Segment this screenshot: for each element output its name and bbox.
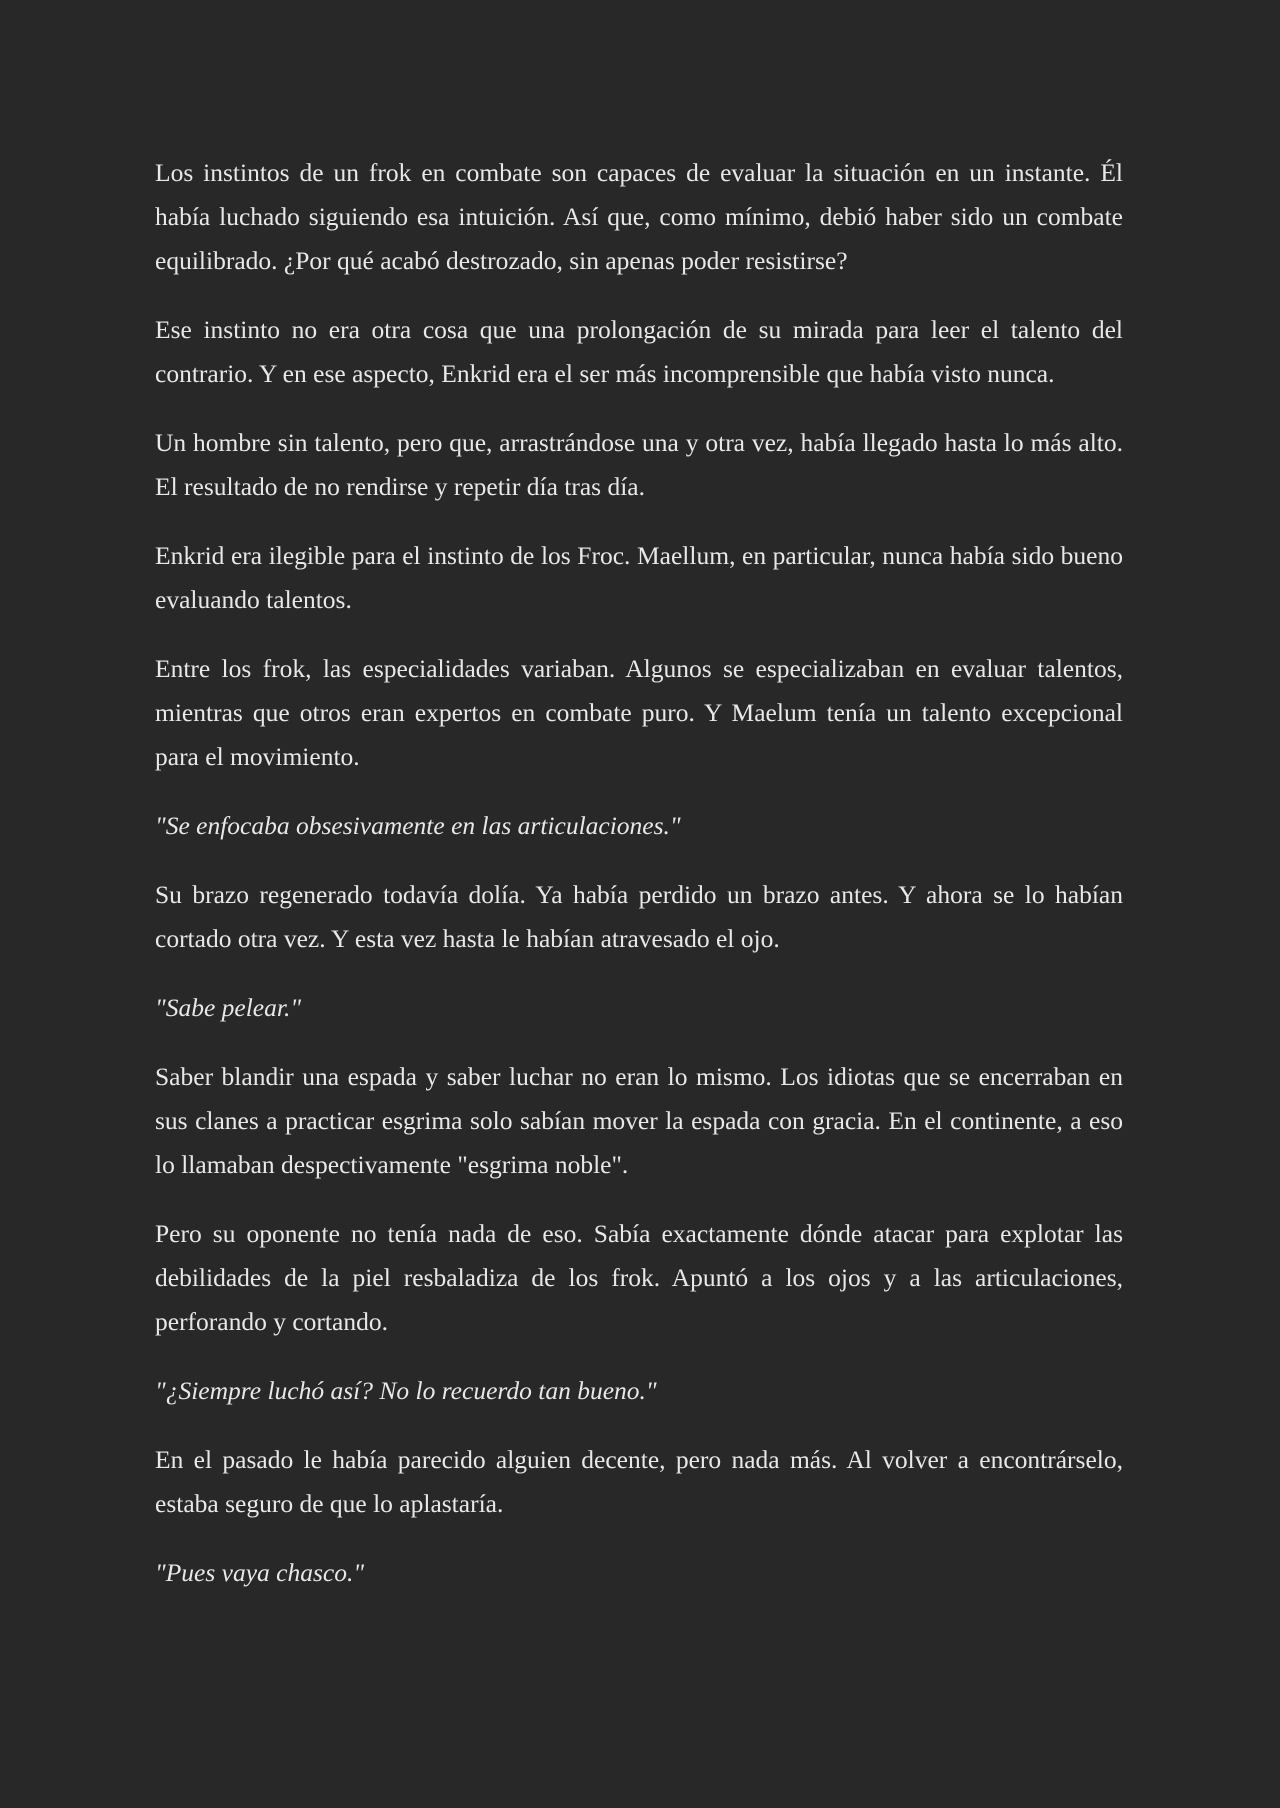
paragraph: Enkrid era ilegible para el instinto de los Froc. Maellum, en particular, nunca había sido bueno evaluando talentos. — [155, 541, 1123, 614]
paragraph: Su brazo regenerado todavía dolía. Ya había perdido un brazo antes. Y ahora se lo habían cortado otra vez. Y esta vez hasta le habían atravesado el ojo. — [155, 880, 1123, 953]
paragraph: Pero su oponente no tenía nada de eso. Sabía exactamente dónde atacar para explotar las debilidades de la piel resbaladiza de los frok. Apuntó a los ojos y a las articulaciones, perforando y cortando. — [155, 1219, 1123, 1336]
paragraph: Saber blandir una espada y saber luchar no eran lo mismo. Los idiotas que se encerraban en sus clanes a practicar esgrima solo sabían mover la espada con gracia. En el continente, a eso lo llamaban despectivamente "esgrima noble". — [155, 1062, 1123, 1179]
dialogue-line: "¿Siempre luchó así? No lo recuerdo tan bueno." — [155, 1376, 657, 1405]
paragraph: Un hombre sin talento, pero que, arrastrándose una y otra vez, había llegado hasta lo más alto. El resultado de no rendirse y repetir día tras día. — [155, 428, 1123, 501]
dialogue-line: "Pues vaya chasco." — [155, 1558, 365, 1587]
chapter-text — [155, 151, 1123, 1620]
dialogue-line: "Se enfocaba obsesivamente en las articulaciones." — [155, 811, 681, 840]
dialogue-line: "Sabe pelear." — [155, 993, 302, 1022]
paragraph: Los instintos de un frok en combate son capaces de evaluar la situación en un instante. Él había luchado siguiendo esa intuición. Así que, como mínimo, debió haber sido un combate equilibrado. ¿Por qué acabó destrozado, sin apenas poder resistirse? — [155, 158, 1123, 275]
paragraph: En el pasado le había parecido alguien decente, pero nada más. Al volver a encontrárselo, estaba seguro de que lo aplastaría. — [155, 1445, 1123, 1518]
paragraph: Ese instinto no era otra cosa que una prolongación de su mirada para leer el talento del contrario. Y en ese aspecto, Enkrid era el ser más incomprensible que había visto nunca. — [155, 315, 1123, 388]
paragraph: Entre los frok, las especialidades variaban. Algunos se especializaban en evaluar talentos, mientras que otros eran expertos en combate puro. Y Maelum tenía un talento excepcional para el movimiento. — [155, 654, 1123, 771]
